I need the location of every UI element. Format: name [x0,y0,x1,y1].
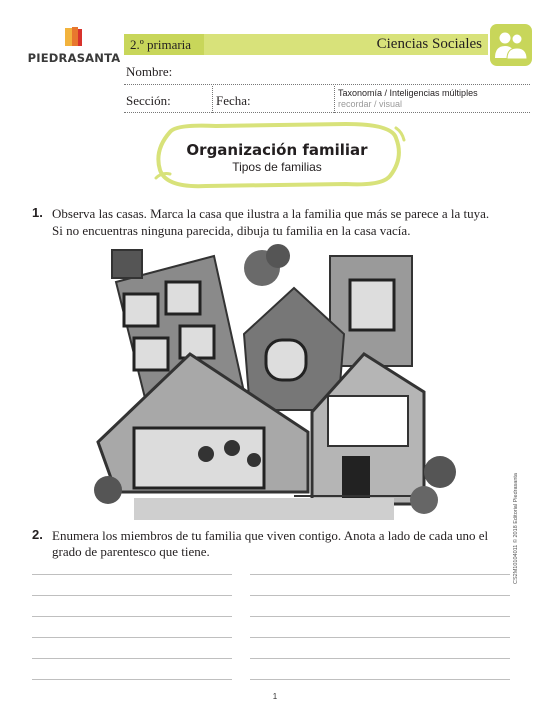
answer-line-member[interactable] [32,679,232,680]
question-number: 1. [32,205,43,220]
book-logo-icon [62,26,84,48]
answer-line-relation[interactable] [250,595,510,596]
answer-line-relation[interactable] [250,574,510,575]
answer-line-relation[interactable] [250,658,510,659]
page-subtitle: Tipos de familias [232,160,322,174]
answer-line-relation[interactable] [250,616,510,617]
subject-label: Ciencias Sociales [376,36,482,52]
question-text: Si no encuentras ninguna parecida, dibuja tu familia en la casa vacía. [52,223,411,238]
taxonomy-value: recordar / visual [338,99,403,109]
answer-line-member[interactable] [32,616,232,617]
field-divider [212,86,213,113]
houses-with-families-illustration[interactable] [94,242,462,528]
answer-line-relation[interactable] [250,637,510,638]
date-label: Fecha: [216,93,251,108]
name-row[interactable] [124,58,530,85]
page-number: 1 [272,692,278,701]
document-code: CS2M10104011 © 2018 Editorial Piedrasanta [513,473,519,584]
section-label: Sección: [126,93,171,108]
answer-line-member[interactable] [32,658,232,659]
taxonomy-label: Taxonomía / Inteligencias múltiples [338,88,478,98]
page-title: Organización familiar [186,141,368,159]
field-divider [334,86,335,113]
header-bar [124,34,488,55]
question-text: grado de parentesco que tiene. [52,544,210,559]
question-number: 2. [32,527,43,542]
answer-line-member[interactable] [32,637,232,638]
publisher-logo [26,26,122,70]
grade-label: 2.º primaria [124,34,204,55]
question-text: Enumera los miembros de tu familia que viven contigo. Anota a lado de cada uno el [52,528,489,543]
question-text: Observa las casas. Marca la casa que ilustra a la familia que más se parece a la tuya. [52,206,490,221]
answer-line-member[interactable] [32,574,232,575]
answer-line-member[interactable] [32,595,232,596]
brand-name: PIEDRASANTA [27,51,121,65]
answer-line-relation[interactable] [250,679,510,680]
name-label: Nombre: [126,64,173,79]
